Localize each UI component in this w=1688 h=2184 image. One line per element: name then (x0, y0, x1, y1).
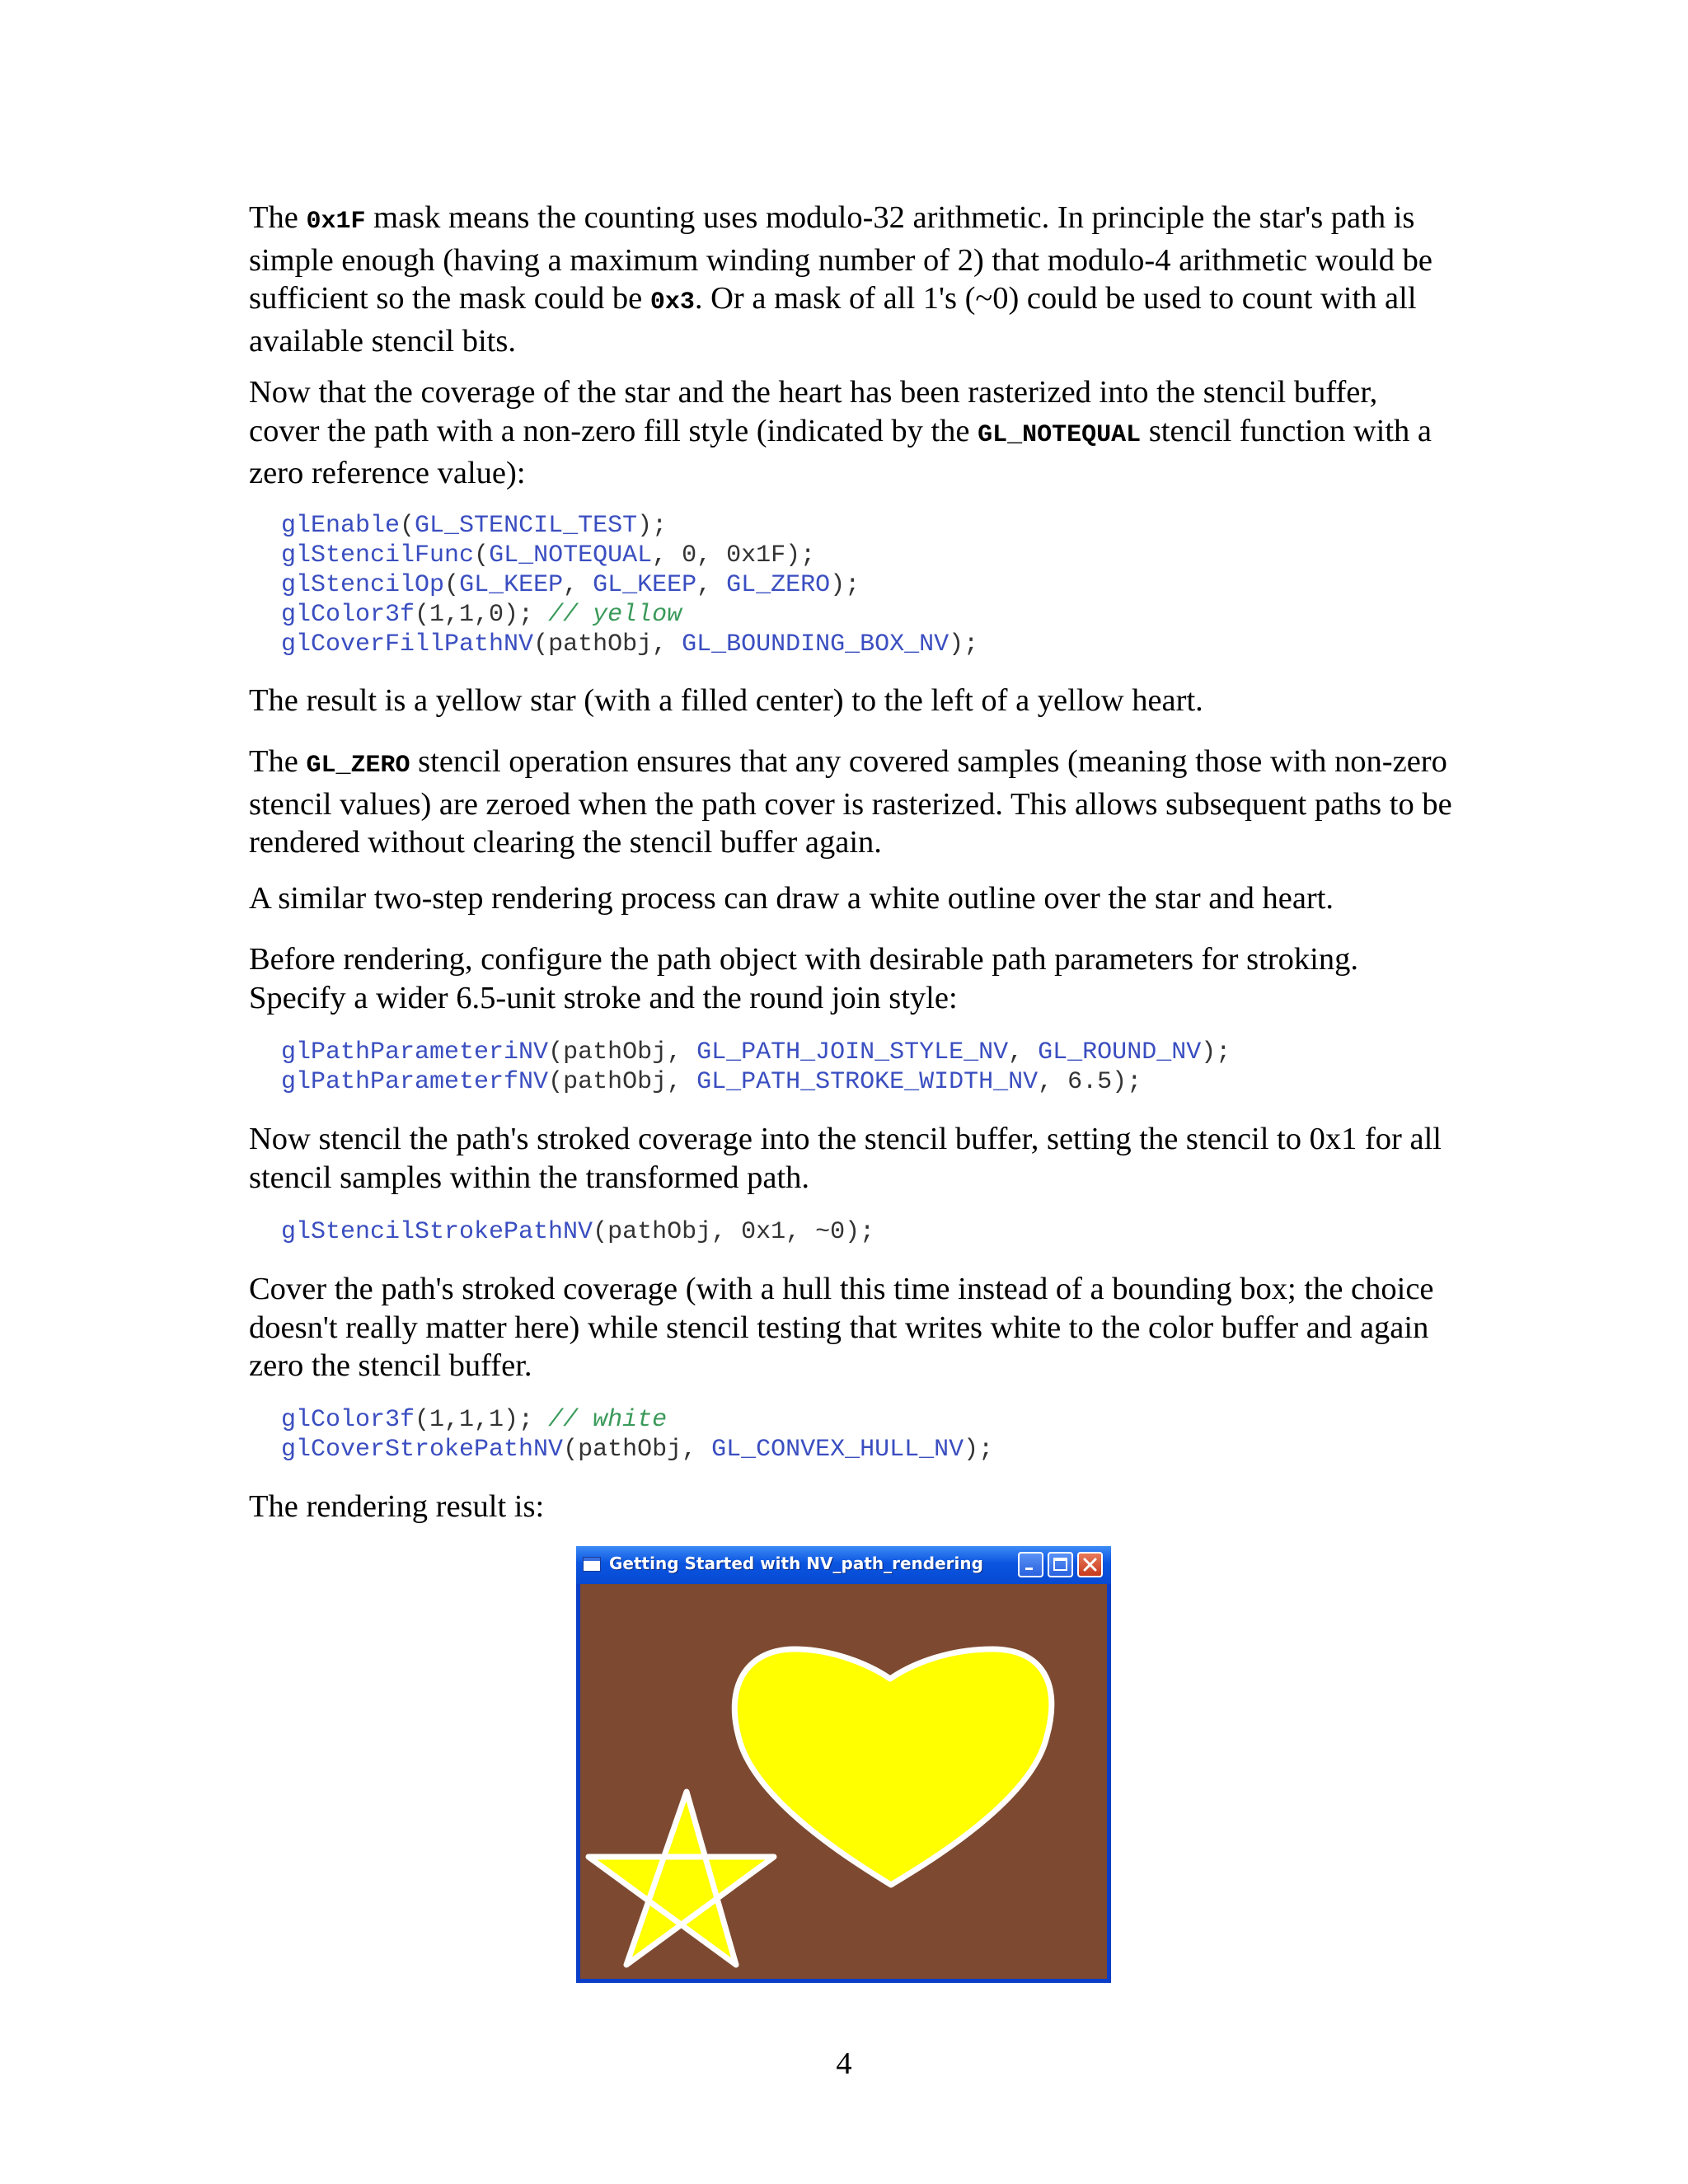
code-line (281, 571, 860, 599)
code-block-cover-stroke (281, 1405, 993, 1465)
inline-code-0x1f: 0x1F (306, 208, 366, 236)
code-token: ); (964, 1436, 994, 1464)
code-line (281, 1406, 667, 1434)
code-token: , 6.5); (1038, 1068, 1142, 1096)
code-token: ( (444, 571, 460, 599)
code-token: , 0, 0x1F); (652, 541, 816, 569)
code-line (281, 541, 815, 569)
code-line (281, 1038, 1231, 1066)
window-title: Getting Started with NV_path_rendering (609, 1554, 983, 1573)
code-block-stencil-stroke (281, 1217, 874, 1247)
code-token: glCoverFillPathNV (281, 630, 534, 658)
code-token: GL_BOUNDING_BOX_NV (682, 630, 950, 658)
code-token: glStencilOp (281, 571, 445, 599)
page-number: 4 (836, 2046, 852, 2081)
code-line (281, 1068, 1142, 1096)
code-token: glPathParameterfNV (281, 1068, 549, 1096)
code-token: (pathObj, (548, 1068, 697, 1096)
app-window-icon (583, 1557, 601, 1572)
code-block-path-parameters (281, 1038, 1231, 1097)
code-token: GL_PATH_JOIN_STYLE_NV (696, 1038, 1009, 1066)
code-token: ); (830, 571, 860, 599)
code-token: (1,1,1); (415, 1406, 549, 1434)
code-line (281, 630, 978, 658)
paragraph-stencil-stroke: Now stencil the path's stroked coverage into the stencil buffer, setting the stencil to 0x1 for all stencil samples within the transformed path. (249, 1122, 1442, 1195)
code-token: (pathObj, (533, 630, 682, 658)
code-token: glColor3f (281, 1406, 415, 1434)
code-token: , (696, 571, 727, 599)
code-token: , (563, 571, 593, 599)
code-token: glCoverStrokePathNV (281, 1436, 564, 1464)
code-token: GL_KEEP (459, 571, 564, 599)
code-token: glEnable (281, 512, 401, 540)
code-token: GL_CONVEX_HULL_NV (711, 1436, 964, 1464)
paragraph-mask-explanation: The 0x1F mask means the counting uses modulo-32 arithmetic. In principle the star's path is simple enough (having a maximum winding number of 2) that modulo-4 arithmetic would be sufficient so the mask could be 0x3. Or a mask of all 1's (~0) could be used to count with all available stencil bits. (249, 200, 1432, 359)
code-token: glStencilStrokePathNV (281, 1218, 593, 1246)
paragraph-two-step: A similar two-step rendering process can draw a white outline over the star and heart. (249, 881, 1334, 916)
code-token: ( (400, 512, 415, 540)
code-block-cover-fill (281, 511, 978, 659)
maximize-icon[interactable] (1048, 1552, 1073, 1577)
window-title-bar (576, 1546, 1111, 1584)
heart-shape (734, 1649, 1052, 1885)
code-token: , (1008, 1038, 1039, 1066)
code-token: // yellow (548, 601, 682, 629)
code-token: ( (474, 541, 490, 569)
code-token: GL_NOTEQUAL (489, 541, 653, 569)
code-token: glPathParameteriNV (281, 1038, 549, 1066)
code-line (281, 512, 667, 540)
star-shape (588, 1792, 774, 1965)
code-token: (pathObj, (563, 1436, 712, 1464)
paragraph-rendering-result: The rendering result is: (249, 1489, 545, 1524)
code-token: GL_ZERO (726, 571, 831, 599)
code-token: GL_KEEP (593, 571, 697, 599)
code-token: GL_ROUND_NV (1038, 1038, 1202, 1066)
code-token: ); (949, 630, 979, 658)
paragraph-gl-zero: The GL_ZERO stencil operation ensures that any covered samples (meaning those with non-zero stencil values) are zeroed when the path cover is rasterized. This allows subsequent paths to be rendered without clearing the stencil buffer again. (249, 744, 1452, 860)
paragraph-result-yellow: The result is a yellow star (with a filled center) to the left of a yellow heart. (249, 683, 1203, 718)
paragraph-cover-path: Now that the coverage of the star and the heart has been rasterized into the stencil buffer, cover the path with a non-zero fill style (indicated by the GL_NOTEQUAL stencil function with a zero reference value): (249, 375, 1432, 490)
close-icon[interactable] (1077, 1552, 1103, 1577)
code-line (281, 1218, 874, 1246)
inline-code-0x3: 0x3 (649, 288, 695, 316)
code-token: (1,1,0); (415, 601, 549, 629)
code-token: (pathObj, (548, 1038, 697, 1066)
code-token: GL_PATH_STROKE_WIDTH_NV (696, 1068, 1039, 1096)
code-line (281, 1436, 993, 1464)
code-token: ); (1201, 1038, 1231, 1066)
code-token: // white (548, 1406, 668, 1434)
rendering-result-window (576, 1546, 1111, 1983)
code-token: ); (637, 512, 668, 540)
render-canvas (580, 1584, 1107, 1979)
code-token: glStencilFunc (281, 541, 475, 569)
minimize-icon[interactable] (1018, 1552, 1043, 1577)
inline-code-gl-notequal: GL_NOTEQUAL (978, 420, 1142, 449)
code-line (281, 601, 682, 629)
paragraph-cover-stroke: Cover the path's stroked coverage (with a hull this time instead of a bounding box; the choice doesn't really matter here) while stencil testing that writes white to the color buffer and again zero the stencil buffer. (249, 1272, 1434, 1383)
inline-code-gl-zero: GL_ZERO (306, 752, 410, 780)
code-token: (pathObj, 0x1, ~0); (593, 1218, 875, 1246)
code-token: glColor3f (281, 601, 415, 629)
paragraph-configure-stroke: Before rendering, configure the path object with desirable path parameters for stroking. Specify a wider 6.5-unit stroke and the round join style: (249, 942, 1358, 1015)
code-token: GL_STENCIL_TEST (415, 512, 638, 540)
